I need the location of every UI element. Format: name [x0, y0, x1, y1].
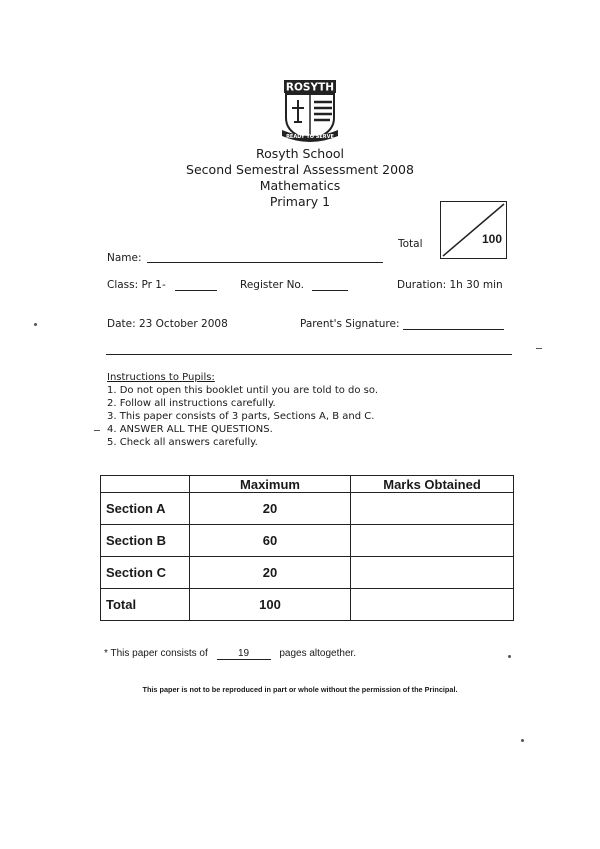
- register-label: Register No.: [240, 279, 304, 291]
- table-header-cell: Marks Obtained: [351, 476, 514, 493]
- table-row: [101, 589, 514, 621]
- svg-text:READY TO SERVE: READY TO SERVE: [286, 134, 334, 140]
- section-label: Section B: [101, 525, 190, 557]
- svg-text:ROSYTH: ROSYTH: [285, 81, 335, 94]
- total-score-box: [440, 201, 507, 259]
- parent-signature-label: Parent's Signature:: [300, 318, 400, 330]
- section-obtained[interactable]: [351, 493, 514, 525]
- name-label: Name:: [107, 252, 142, 264]
- instructions-title: Instructions to Pupils:: [107, 372, 215, 383]
- pages-prefix: * This paper consists of: [104, 648, 208, 659]
- pages-suffix: pages altogether.: [279, 648, 357, 659]
- scan-speck: [34, 323, 37, 326]
- total-box-diagonal: [441, 202, 506, 258]
- duration-text: Duration: 1h 30 min: [397, 279, 503, 291]
- pages-count: 19: [217, 648, 271, 660]
- table-row: [101, 557, 514, 589]
- instruction-item: 2. Follow all instructions carefully.: [107, 398, 276, 409]
- total-label: Total: [398, 238, 423, 250]
- total-row-max: 100: [190, 589, 351, 621]
- section-obtained[interactable]: [351, 557, 514, 589]
- section-label: Section C: [101, 557, 190, 589]
- name-line[interactable]: [147, 262, 383, 263]
- table-header-cell: [101, 476, 190, 493]
- section-label: Section A: [101, 493, 190, 525]
- section-obtained[interactable]: [351, 525, 514, 557]
- section-max: 20: [190, 557, 351, 589]
- scan-speck: [94, 430, 100, 431]
- copyright-notice: This paper is not to be reproduced in part or whole without the permission of the Principal.: [142, 685, 458, 694]
- table-header-row: [101, 476, 514, 493]
- total-max-value: 100: [481, 232, 502, 246]
- table-header-cell: Maximum: [190, 476, 351, 493]
- school-crest-logo: [278, 78, 342, 146]
- section-max: 60: [190, 525, 351, 557]
- marks-table: [100, 475, 514, 621]
- pages-note: [104, 648, 356, 660]
- instruction-item: 1. Do not open this booklet until you are told to do so.: [107, 385, 379, 396]
- total-row-label: Total: [101, 589, 190, 621]
- school-name: Rosyth School: [256, 146, 344, 161]
- assessment-title: Second Semestral Assessment 2008: [186, 162, 414, 177]
- scan-speck: [508, 655, 511, 658]
- date-text: Date: 23 October 2008: [107, 318, 228, 330]
- section-max: 20: [190, 493, 351, 525]
- instruction-item: 4. ANSWER ALL THE QUESTIONS.: [107, 424, 273, 435]
- class-line[interactable]: [175, 290, 217, 291]
- instruction-item: 3. This paper consists of 3 parts, Sections A, B and C.: [107, 411, 375, 422]
- scan-speck: [521, 739, 524, 742]
- level-title: Primary 1: [269, 194, 331, 209]
- register-line[interactable]: [312, 290, 348, 291]
- table-row: [101, 525, 514, 557]
- section-divider: [106, 354, 512, 355]
- table-row: [101, 493, 514, 525]
- class-label: Class: Pr 1-: [107, 279, 166, 291]
- instruction-item: 5. Check all answers carefully.: [107, 437, 258, 448]
- scan-speck: [536, 348, 542, 349]
- total-row-obtained[interactable]: [351, 589, 514, 621]
- parent-signature-line[interactable]: [403, 329, 504, 330]
- subject-title: Mathematics: [259, 178, 341, 193]
